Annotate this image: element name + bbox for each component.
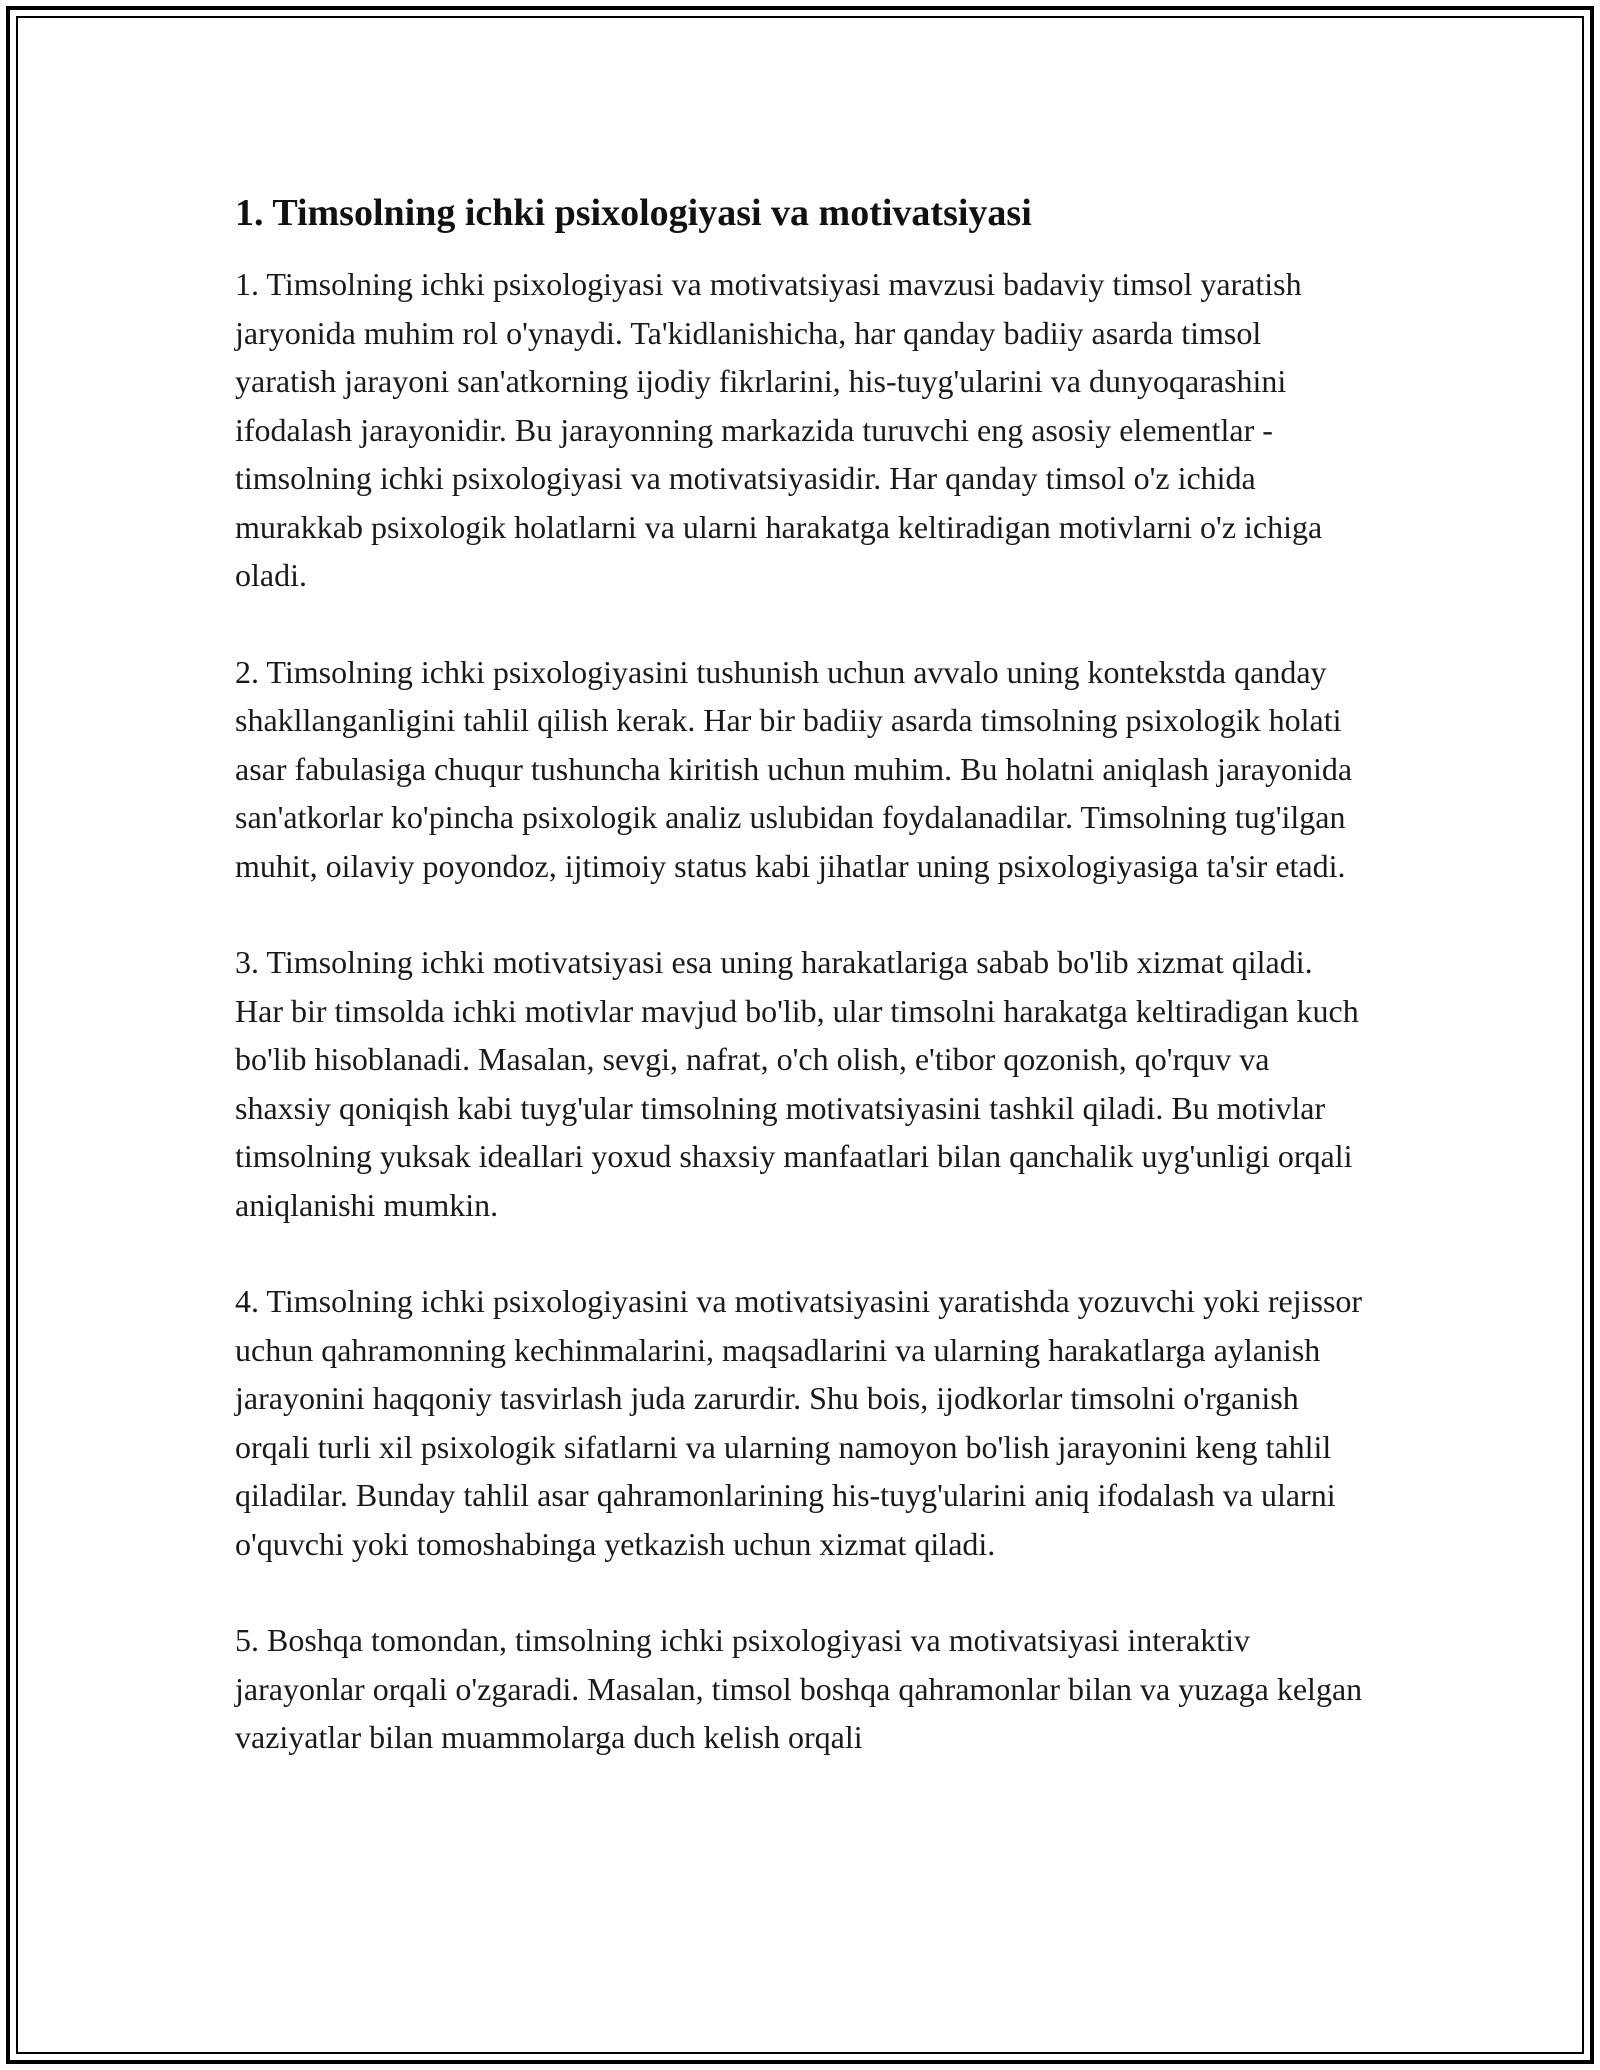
paragraph-4: 4. Timsolning ichki psixologiyasini va motivatsiyasini yaratishda yozuvchi yoki rejissor uchun qahramonning kechinmalarini, maqsadlarini va ularning harakatlarga aylanish jarayonini haqqoniy tasvirlash juda zarurdir. Shu bois, ijodkorlar timsolni o'rganish orqali turli xil psixologik sifatlarni va ularning namoyon bo'lish jarayonini keng tahlil qiladilar. Bunday tahlil asar qahramonlarining his-tuyg'ularini aniq ifodalash va ularni o'quvchi yoki tomoshabinga yetkazish uchun xizmat qiladi.	[235, 1283, 1363, 1562]
paragraph-2: 2. Timsolning ichki psixologiyasini tushunish uchun avvalo uning kontekstda qanday shakllanganligini tahlil qilish kerak. Har bir badiiy asarda timsolning psixologik holati asar fabulasiga chuqur tushuncha kiritish uchun muhim. Bu holatni aniqlash jarayonida san'atkorlar ko'pincha psixologik analiz uslubidan foydalanadilar. Timsolning tug'ilgan muhit, oilaviy poyondoz, ijtimoiy status kabi jihatlar uning psixologiyasiga ta'sir etadi.	[235, 653, 1353, 884]
paragraph-3: 3. Timsolning ichki motivatsiyasi esa uning harakatlariga sabab bo'lib xizmat qiladi. Har bir timsolda ichki motivlar mavjud bo'lib, ular timsolni harakatga keltiradigan kuch bo'lib hisoblanadi. Masalan, sevgi, nafrat, o'ch olish, e'tibor qozonish, qo'rquv va shaxsiy qoniqish kabi tuyg'ular timsolning motivatsiyasini tashkil qiladi. Bu motivlar timsolning yuksak ideallari yoxud shaxsiy manfaatlari bilan qanchalik uyg'unligi orqali aniqlanishi mumkin.	[235, 944, 1359, 1223]
document-body	[235, 188, 1365, 1810]
page-heading: 1. Timsolning ichki psixologiyasi va motivatsiyasi	[235, 192, 1032, 234]
paragraph-1: 1. Timsolning ichki psixologiyasi va motivatsiyasi mavzusi badaviy timsol yaratish jaryonida muhim rol o'ynaydi. Ta'kidlanishicha, har qanday badiiy asarda timsol yaratish jarayoni san'atkorning ijodiy fikrlarini, his-tuyg'ularini va dunyoqarashini ifodalash jarayonidir. Bu jarayonning markazida turuvchi eng asosiy elementlar - timsolning ichki psixologiyasi va motivatsiyasidir. Har qanday timsol o'z ichida murakkab psixologik holatlarni va ularni harakatga keltiradigan motivlarni o'z ichiga oladi.	[235, 266, 1323, 593]
paragraph-5: 5. Boshqa tomondan, timsolning ichki psixologiyasi va motivatsiyasi interaktiv jarayonlar orqali o'zgaradi. Masalan, timsol boshqa qahramonlar bilan va yuzaga kelgan vaziyatlar bilan muammolarga duch kelish orqali	[235, 1622, 1363, 1755]
